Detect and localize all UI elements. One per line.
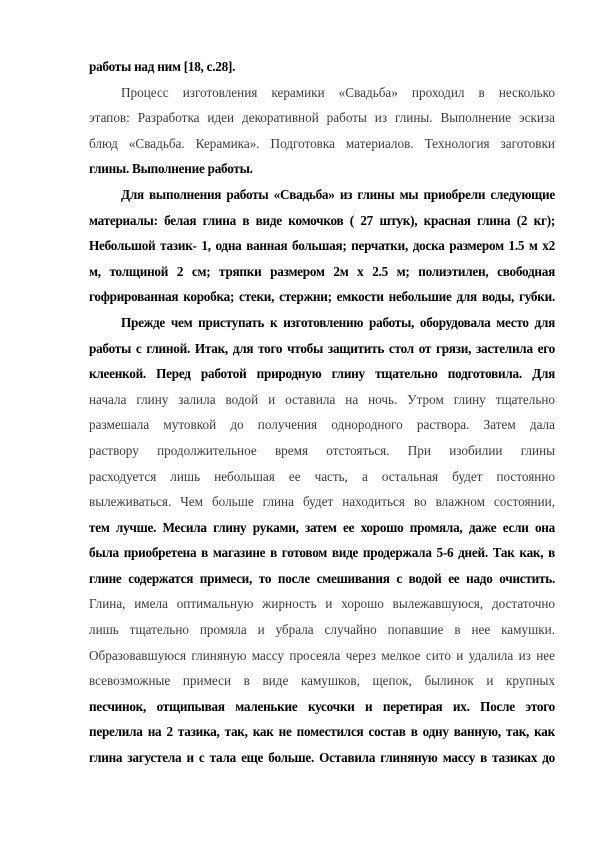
text-line: глина загустела и с тала еще больше. Оставила глиняную массу в тазиках до bbox=[89, 750, 555, 766]
text-line: раствору продолжительное время отстояться. При изобилии глины bbox=[89, 442, 555, 458]
text-line: глине содержатся примеси, то после смешивания с водой ее надо очистить. bbox=[89, 570, 555, 586]
text-line: размешала мутовкой до получения однородного раствора. Затем дала bbox=[89, 417, 555, 433]
text-line: Глина, имела оптимальную жирность и хорошо вылежавшуюся, достаточно bbox=[89, 596, 555, 612]
text-line: Небольшой тазик- 1, одна ванная большая; перчатки, доска размером 1.5 м х2 bbox=[89, 238, 555, 254]
text-line: тем лучше. Месила глину руками, затем ее хорошо промяла, даже если она bbox=[89, 519, 555, 535]
text-line: вылеживаться. Чем больше глина будет находиться во влажном состоянии, bbox=[89, 494, 555, 510]
body-text bbox=[89, 54, 555, 771]
text-line: начала глину залила водой и оставила на ночь. Утром глину тщательно bbox=[89, 391, 555, 407]
text-line: гофрированная коробка; стеки, стержни; емкости небольшие для воды, губки. bbox=[89, 289, 555, 305]
text-line: глины. Выполнение работы. bbox=[89, 161, 253, 177]
text-line: Образовавшуюся глиняную массу просеяла через мелкое сито и удалила из нее bbox=[89, 647, 555, 663]
text-line: блюд «Свадьба. Керамика». Подготовка материалов. Технология заготовки bbox=[89, 135, 555, 151]
text-line: работы над ним [18, с.28]. bbox=[89, 59, 236, 74]
text-line: Процесс изготовления керамики «Свадьба» проходил в несколько bbox=[121, 84, 555, 100]
text-line: работы с глиной. Итак, для того чтобы защитить стол от грязи, застелила его bbox=[89, 340, 555, 356]
text-line: перелила на 2 тазика, так, как не поместился состав в одну ванную, так, как bbox=[89, 724, 555, 740]
text-line: была приобретена в магазине в готовом виде продержала 5-6 дней. Так как, в bbox=[89, 545, 555, 561]
text-line: расходуется лишь небольшая ее часть, а остальная будет постоянно bbox=[89, 468, 555, 484]
text-line: Для выполнения работы «Свадьба» из глины мы приобрели следующие bbox=[121, 186, 555, 202]
text-line: всевозможные примеси в виде камушков, щепок, былинок и крупных bbox=[89, 673, 555, 689]
text-line: м, толщиной 2 см; тряпки размером 2м х 2.5 м; полиэтилен, свободная bbox=[89, 263, 555, 279]
text-line: лишь тщательно промяла и убрала случайно попавшие в нее камушки. bbox=[89, 622, 555, 638]
text-line: этапов: Разработка идеи декоративной работы из глины. Выполнение эскиза bbox=[89, 110, 555, 126]
text-line: Прежде чем приступать к изготовлению работы, оборудовала место для bbox=[121, 314, 555, 330]
text-line: клеенкой. Перед работой природную глину тщательно подготовила. Для bbox=[89, 366, 555, 382]
text-line: материалы: белая глина в виде комочков ( 27 штук), красная глина (2 кг); bbox=[89, 212, 555, 228]
text-line: песчинок, отщипывая маленькие кусочки и перетирая их. После этого bbox=[89, 698, 555, 714]
